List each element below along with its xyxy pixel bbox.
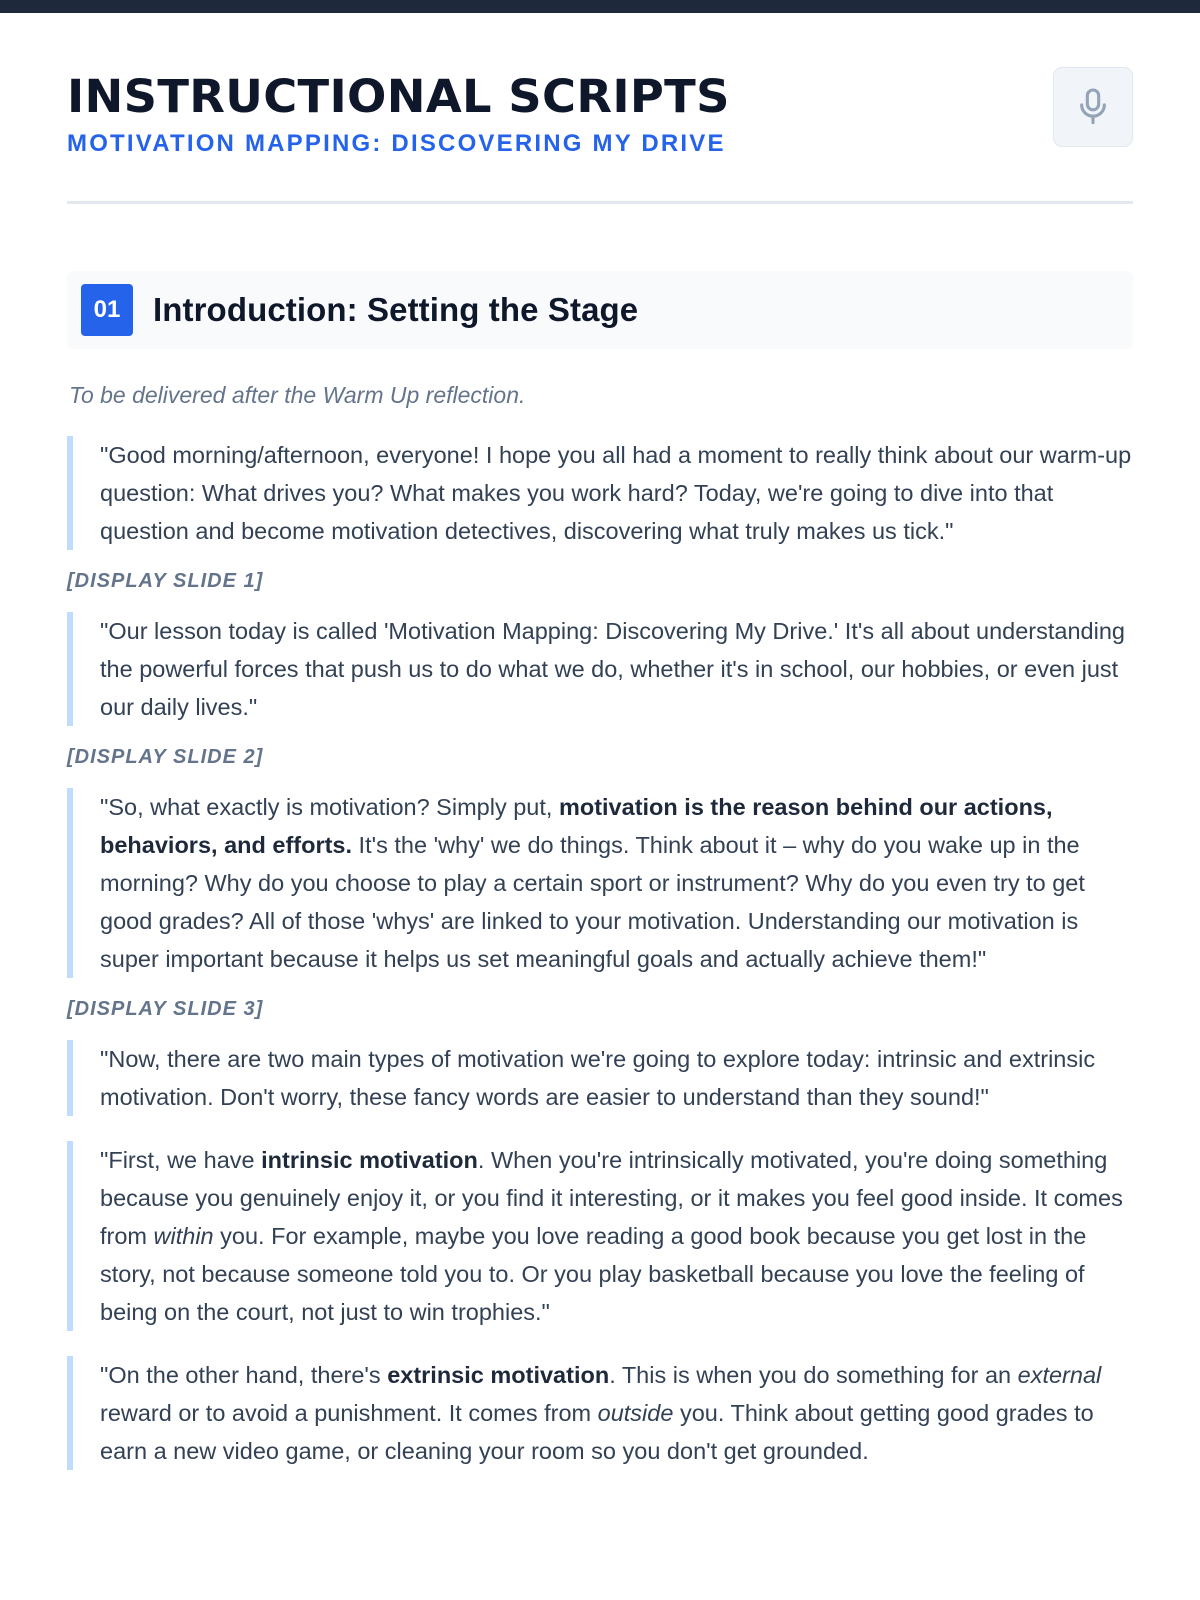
page — [67, 13, 1133, 1464]
page-header — [67, 13, 1133, 204]
script-text: "Our lesson today is called 'Motivation Mapping: Discovering My Drive.' It's all about understanding the powerful forces that push us to do what we do, whether it's in school, our hobbies, or even just our daily lives." — [100, 618, 1125, 720]
slide-cue: [DISPLAY SLIDE 2] — [67, 746, 264, 768]
section-number-badge: 01 — [81, 284, 133, 336]
script-text: "Good morning/afternoon, everyone! I hope you all had a moment to really think about our warm-up question: What drives you? What makes you work hard? Today, we're going to dive into that question and become motivation detectives, discovering what truly makes us tick." — [100, 442, 1132, 544]
script-bold-text: intrinsic motivation — [261, 1147, 478, 1173]
microphone-button[interactable] — [1053, 67, 1133, 147]
script-text-part: "First, we have — [100, 1147, 262, 1173]
script-section — [67, 271, 1133, 1470]
delivery-note: To be delivered after the Warm Up reflection. — [69, 382, 526, 408]
script-text — [100, 1141, 1133, 1331]
script-italic-text: within — [153, 1223, 214, 1249]
script-text-part: "On the other hand, there's — [100, 1362, 388, 1388]
script-text-part: you. For example, maybe you love reading a good book because you get lost in the story, not because someone told you to. Or you play basketball because you love the feeling of being on the court, not just to win trophies." — [100, 1223, 1087, 1325]
section-header — [67, 271, 1133, 349]
microphone-icon — [1076, 87, 1110, 127]
script-bold-text: extrinsic motivation — [387, 1362, 610, 1388]
script-italic-text: external — [1017, 1362, 1102, 1388]
script-text — [100, 788, 1133, 978]
script-italic-text: outside — [597, 1400, 674, 1426]
slide-cue: [DISPLAY SLIDE 3] — [67, 998, 264, 1020]
script-bold-text: motivation is the reason behind our actions, behaviors, and efforts. — [100, 794, 1053, 858]
script-text-part: reward or to avoid a punishment. It comes from — [100, 1400, 598, 1426]
script-text-part: . When you're intrinsically motivated, you're doing something because you genuinely enjoy it, or you find it interesting, or it makes you feel good inside. It comes from — [100, 1147, 1123, 1249]
script-block — [67, 788, 1133, 978]
script-text-part: . This is when you do something for an — [609, 1362, 1018, 1388]
script-block — [67, 1141, 1133, 1331]
slide-cue: [DISPLAY SLIDE 1] — [67, 570, 264, 592]
script-text-part: "So, what exactly is motivation? Simply put, — [100, 794, 559, 820]
section-title: Introduction: Setting the Stage — [153, 291, 639, 328]
script-block — [67, 612, 1133, 726]
script-text-part: you. Think about getting good grades to earn a new video game, or cleaning your room so you don't get grounded. — [100, 1400, 1094, 1464]
lesson-subtitle: MOTIVATION MAPPING: DISCOVERING MY DRIVE — [67, 130, 726, 157]
script-text-part: It's the 'why' we do things. Think about it – why do you wake up in the morning? Why do you choose to play a certain sport or instrument? Why do you even try to get good grades? All of those 'whys' are linked to your motivation. Understanding our motivation is super important because it helps us set meaningful goals and actually achieve them!" — [100, 832, 1085, 972]
script-block — [67, 436, 1133, 550]
script-block — [67, 1356, 1133, 1470]
page-title: INSTRUCTIONAL SCRIPTS — [67, 70, 730, 123]
script-text: "Now, there are two main types of motivation we're going to explore today: intrinsic and extrinsic motivation. Don't worry, these fancy words are easier to understand than they sound!" — [100, 1046, 1096, 1110]
top-bar — [0, 0, 1200, 13]
script-block — [67, 1040, 1133, 1116]
script-text — [100, 1356, 1133, 1470]
